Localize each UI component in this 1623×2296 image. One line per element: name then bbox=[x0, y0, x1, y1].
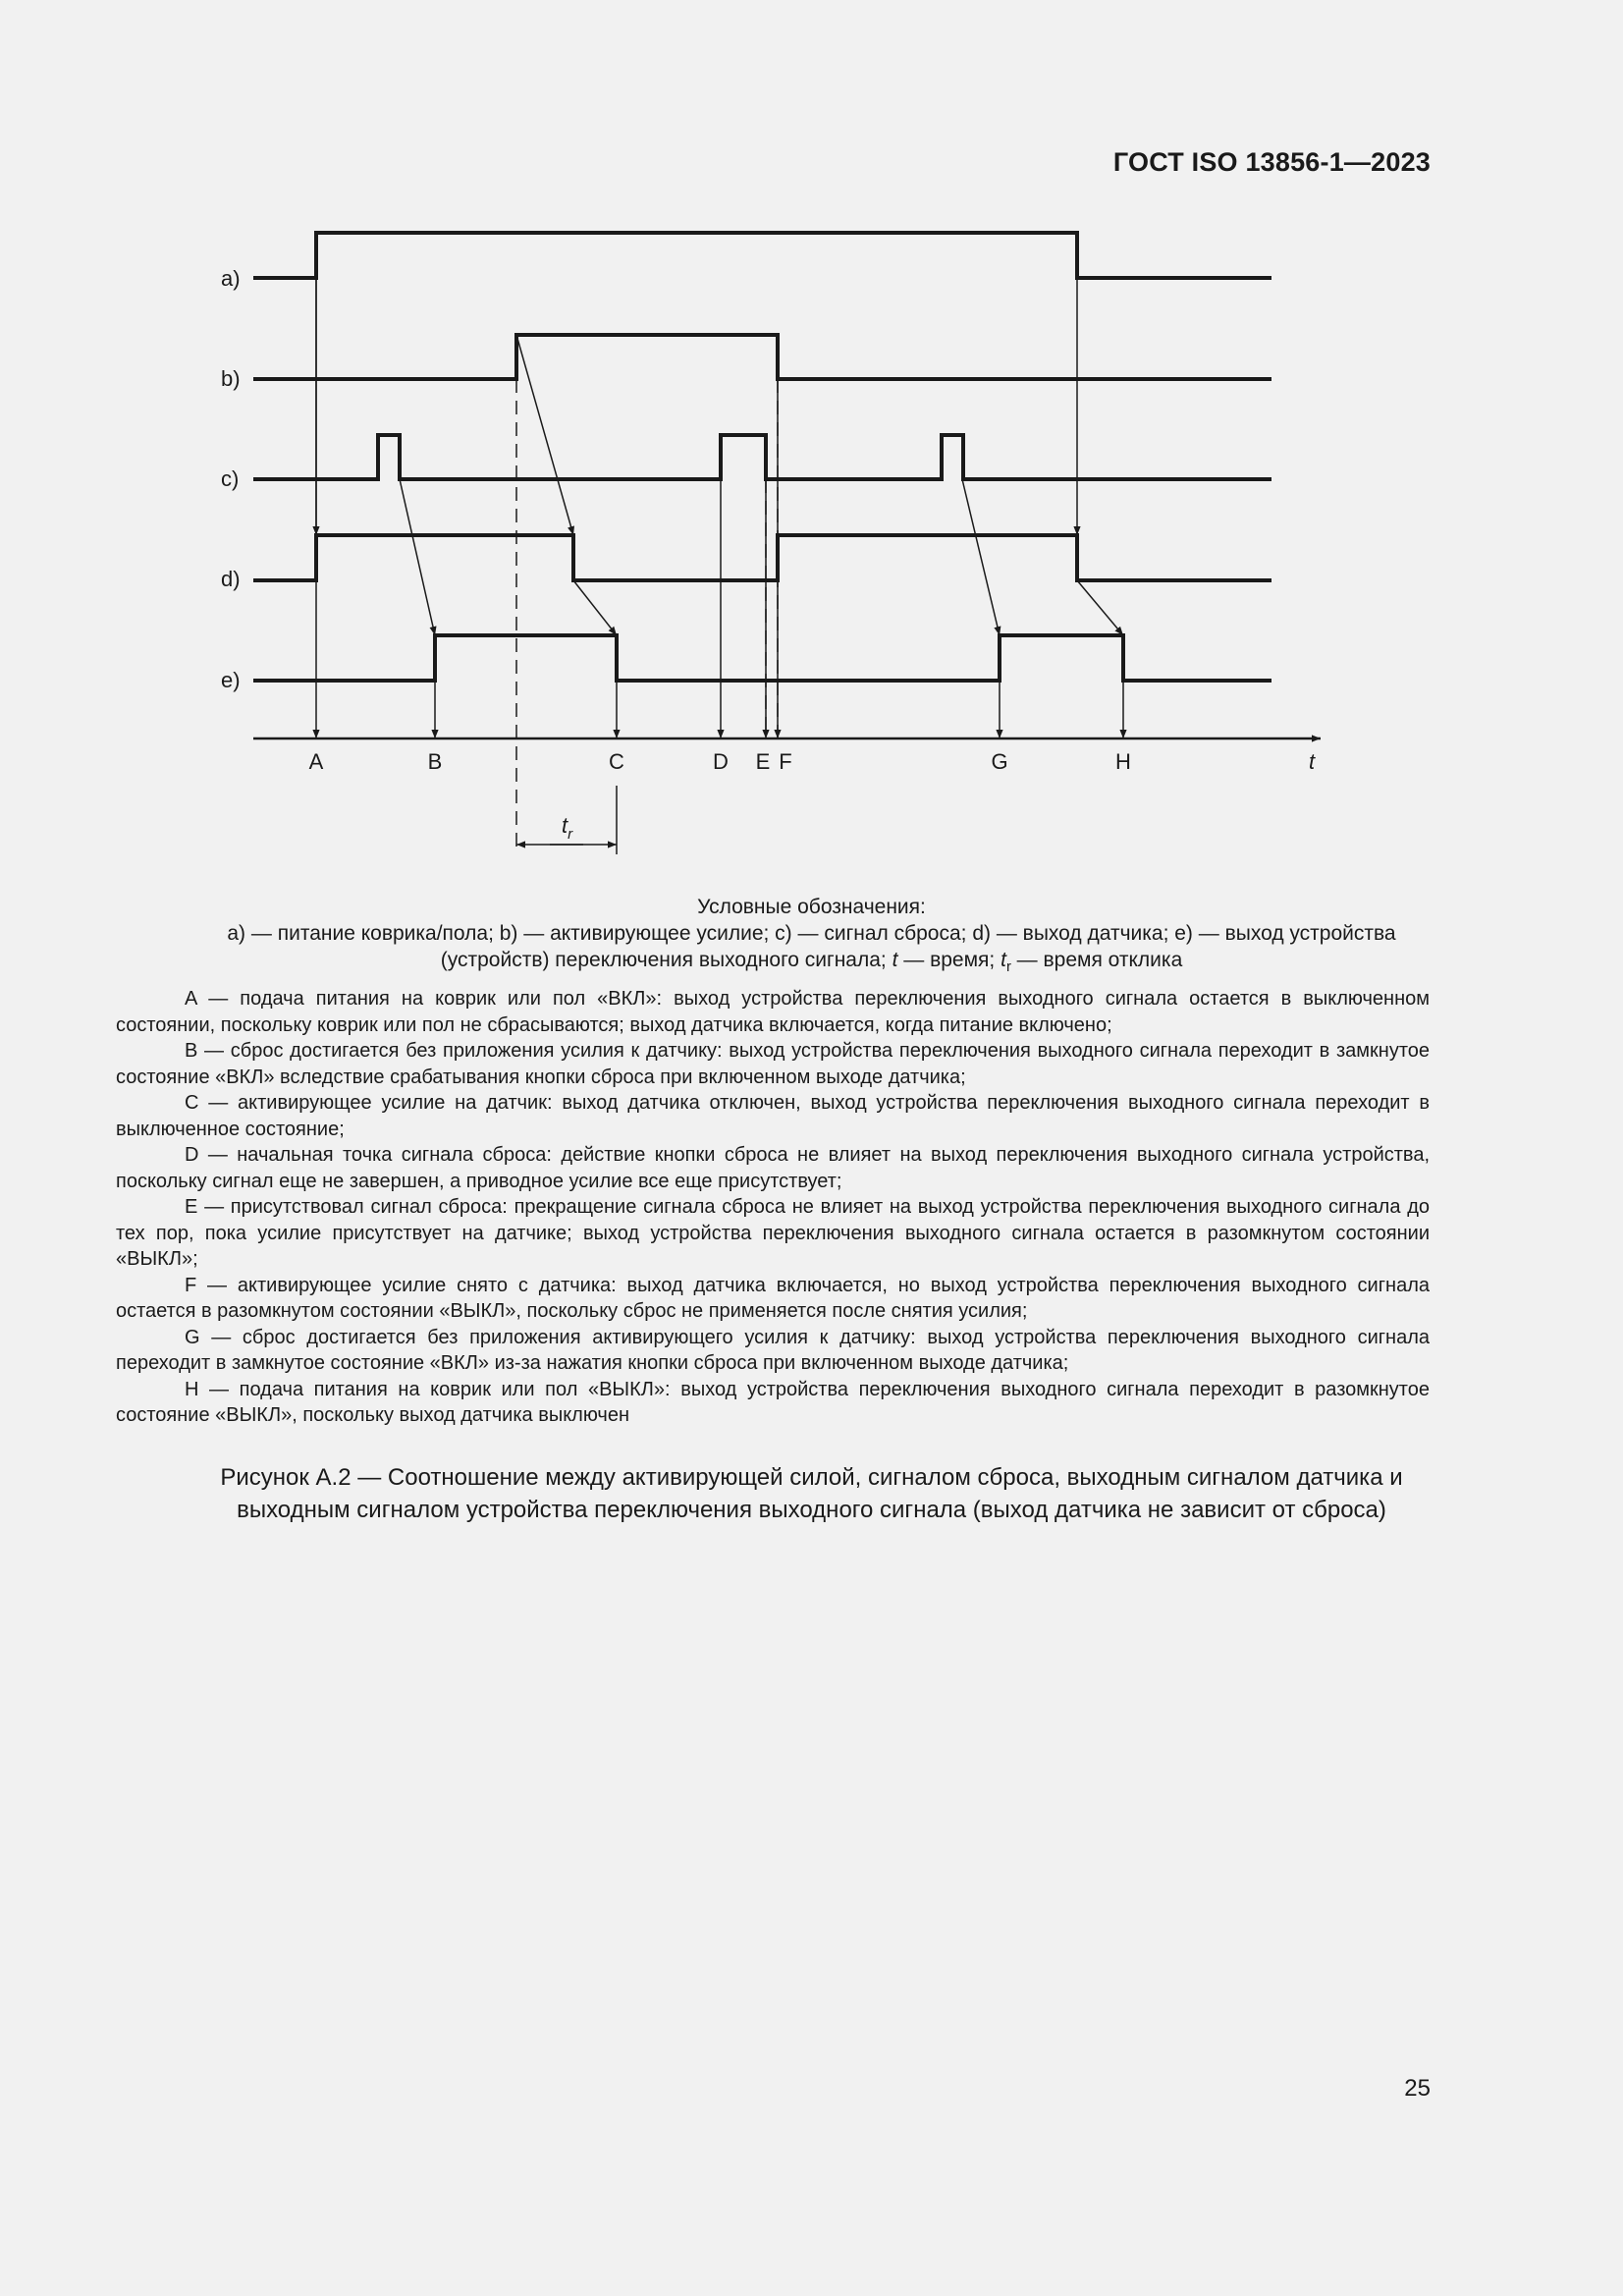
caption-line-1: Рисунок А.2 — Соотношение между активирующей силой, сигналом сброса, выходным сигналом датчика и bbox=[220, 1464, 1403, 1491]
event-label-b: B bbox=[427, 749, 443, 774]
legend-title: Условные обозначения: bbox=[697, 896, 926, 918]
event-label-e: E bbox=[755, 749, 771, 774]
causal-arrow-d-to-e-c bbox=[573, 580, 617, 635]
signal-b-waveform bbox=[253, 335, 1271, 379]
causal-arrow-b-to-d bbox=[516, 335, 573, 535]
event-label-h: H bbox=[1115, 749, 1131, 774]
page-number: 25 bbox=[1404, 2075, 1431, 2102]
signal-c-waveform bbox=[253, 435, 1271, 479]
causal-arrow-c-to-e-g bbox=[962, 479, 1000, 635]
signal-a-waveform bbox=[253, 233, 1271, 278]
legend bbox=[147, 894, 1476, 981]
figure-caption bbox=[147, 1461, 1476, 1526]
signal-label-d: d) bbox=[221, 567, 241, 591]
timing-diagram bbox=[0, 0, 1623, 884]
event-label-a: A bbox=[308, 749, 324, 774]
caption-line-2: выходным сигналом устройства переключения выходного сигнала (выход датчика не зависит от сброса) bbox=[237, 1497, 1386, 1523]
event-label-c: C bbox=[609, 749, 624, 774]
signal-label-c: c) bbox=[221, 466, 240, 491]
event-notes bbox=[116, 986, 1430, 1429]
signal-e-waveform bbox=[253, 635, 1271, 681]
time-axis-label: t bbox=[1308, 749, 1316, 774]
note-d: D — начальная точка сигнала сброса: действие кнопки сброса не влияет на выход переключения выходного сигнала устройства, поскольку сигнал еще не завершен, а приводное усилие все еще присутствует; bbox=[116, 1144, 1430, 1192]
response-time-label: $t_r$ bbox=[562, 813, 573, 843]
causal-arrow-d-to-e-h bbox=[1077, 580, 1123, 635]
note-e: E — присутствовал сигнал сброса: прекращение сигнала сброса не влияет на выход устройства переключения выходного сигнала до тех пор, пока усилие присутствует на датчике; выход устройства переключения выходного сигнала остается в разомкнутом состоянии «ВЫКЛ»; bbox=[116, 1196, 1430, 1270]
event-label-g: G bbox=[991, 749, 1008, 774]
note-a: A — подача питания на коврик или пол «ВКЛ»: выход устройства переключения выходного сигнала остается в выключенном состоянии, поскольку коврик или пол не сбрасываются; выход датчика включается, когда питание включено; bbox=[116, 988, 1430, 1036]
note-b: B — сброс достигается без приложения усилия к датчику: выход устройства переключения выходного сигнала переходит в замкнутое состояние «ВКЛ» вследствие срабатывания кнопки сброса при включенном выходе датчика; bbox=[116, 1040, 1430, 1088]
signal-label-e: e) bbox=[221, 668, 241, 692]
event-label-f: F bbox=[779, 749, 792, 774]
signal-label-b: b) bbox=[221, 366, 241, 391]
note-f: F — активирующее усилие снято с датчика: выход датчика включается, но выход устройства переключения выходного сигнала остается в разомкнутом состоянии «ВЫКЛ», поскольку сброс не применяется после снятия усилия; bbox=[116, 1274, 1430, 1322]
legend-line-1: a) — питание коврика/пола; b) — активирующее усилие; c) — сигнал сброса; d) — выход датчика; e) — выход устройства bbox=[227, 922, 1396, 945]
note-h: H — подача питания на коврик или пол «ВЫКЛ»: выход устройства переключения выходного сигнала переходит в разомкнутое состояние «ВЫКЛ», поскольку выход датчика выключен bbox=[116, 1378, 1430, 1426]
legend-line-2: (устройств) переключения выходного сигнала; t — время; $t_r$ — время отклика bbox=[440, 949, 1183, 976]
causal-arrow-c-to-e-b bbox=[400, 479, 435, 635]
signal-d-waveform bbox=[253, 535, 1271, 580]
note-c: C — активирующее усилие на датчик: выход датчика отключен, выход устройства переключения выходного сигнала переходит в выключенное состояние; bbox=[116, 1092, 1430, 1140]
note-g: G — сброс достигается без приложения активирующего усилия к датчику: выход устройства переключения выходного сигнала переходит в замкнутое состояние «ВКЛ» из-за нажатия кнопки сброса при включенном выходе датчика; bbox=[116, 1326, 1430, 1374]
event-label-d: D bbox=[713, 749, 729, 774]
document-header: ГОСТ ISO 13856-1—2023 bbox=[1112, 147, 1431, 177]
signal-label-a: a) bbox=[221, 266, 241, 291]
